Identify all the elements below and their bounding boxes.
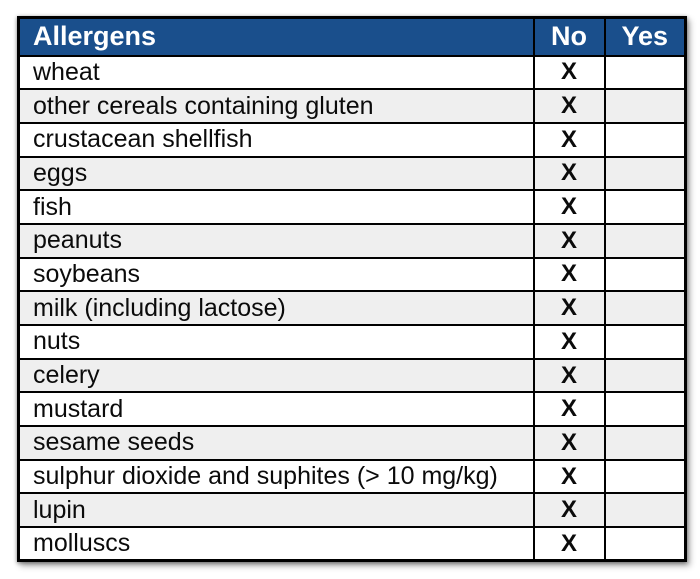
table-row <box>19 224 686 258</box>
no-mark-cell: X <box>534 89 605 123</box>
yes-mark-cell <box>605 89 686 123</box>
yes-mark-cell <box>605 359 686 393</box>
header-allergens: Allergens <box>19 18 534 56</box>
table-row <box>19 258 686 292</box>
no-mark-cell: X <box>534 157 605 191</box>
no-mark-cell: X <box>534 224 605 258</box>
yes-mark-cell <box>605 190 686 224</box>
no-mark-cell: X <box>534 123 605 157</box>
table-row <box>19 325 686 359</box>
allergen-name: celery <box>19 359 534 393</box>
allergen-name: lupin <box>19 493 534 527</box>
table-row <box>19 89 686 123</box>
yes-mark-cell <box>605 56 686 90</box>
allergen-name: fish <box>19 190 534 224</box>
no-mark-cell: X <box>534 190 605 224</box>
table-row <box>19 190 686 224</box>
table-row <box>19 359 686 393</box>
table-row <box>19 123 686 157</box>
no-mark-cell: X <box>534 325 605 359</box>
no-mark-cell: X <box>534 460 605 494</box>
table-row <box>19 392 686 426</box>
allergen-name: eggs <box>19 157 534 191</box>
header-row <box>19 18 686 56</box>
no-mark-cell: X <box>534 291 605 325</box>
allergen-name: crustacean shellfish <box>19 123 534 157</box>
table-row <box>19 426 686 460</box>
table-header <box>19 18 686 56</box>
table-body <box>19 56 686 561</box>
table-row <box>19 291 686 325</box>
no-mark-cell: X <box>534 359 605 393</box>
yes-mark-cell <box>605 426 686 460</box>
no-mark-cell: X <box>534 426 605 460</box>
allergen-name: sulphur dioxide and suphites (> 10 mg/kg) <box>19 460 534 494</box>
no-mark-cell: X <box>534 493 605 527</box>
no-mark-cell: X <box>534 258 605 292</box>
no-mark-cell: X <box>534 56 605 90</box>
table-row <box>19 527 686 561</box>
allergens-table <box>17 16 687 562</box>
allergen-name: milk (including lactose) <box>19 291 534 325</box>
allergen-name: mustard <box>19 392 534 426</box>
header-yes: Yes <box>605 18 686 56</box>
allergen-name: soybeans <box>19 258 534 292</box>
allergen-name: molluscs <box>19 527 534 561</box>
yes-mark-cell <box>605 460 686 494</box>
allergen-name: other cereals containing gluten <box>19 89 534 123</box>
yes-mark-cell <box>605 493 686 527</box>
yes-mark-cell <box>605 224 686 258</box>
allergen-name: peanuts <box>19 224 534 258</box>
allergen-name: nuts <box>19 325 534 359</box>
yes-mark-cell <box>605 392 686 426</box>
no-mark-cell: X <box>534 527 605 561</box>
yes-mark-cell <box>605 527 686 561</box>
yes-mark-cell <box>605 258 686 292</box>
no-mark-cell: X <box>534 392 605 426</box>
table-row <box>19 460 686 494</box>
yes-mark-cell <box>605 157 686 191</box>
table-row <box>19 56 686 90</box>
allergen-name: sesame seeds <box>19 426 534 460</box>
header-no: No <box>534 18 605 56</box>
allergen-name: wheat <box>19 56 534 90</box>
table-row <box>19 157 686 191</box>
yes-mark-cell <box>605 123 686 157</box>
yes-mark-cell <box>605 291 686 325</box>
table-row <box>19 493 686 527</box>
yes-mark-cell <box>605 325 686 359</box>
